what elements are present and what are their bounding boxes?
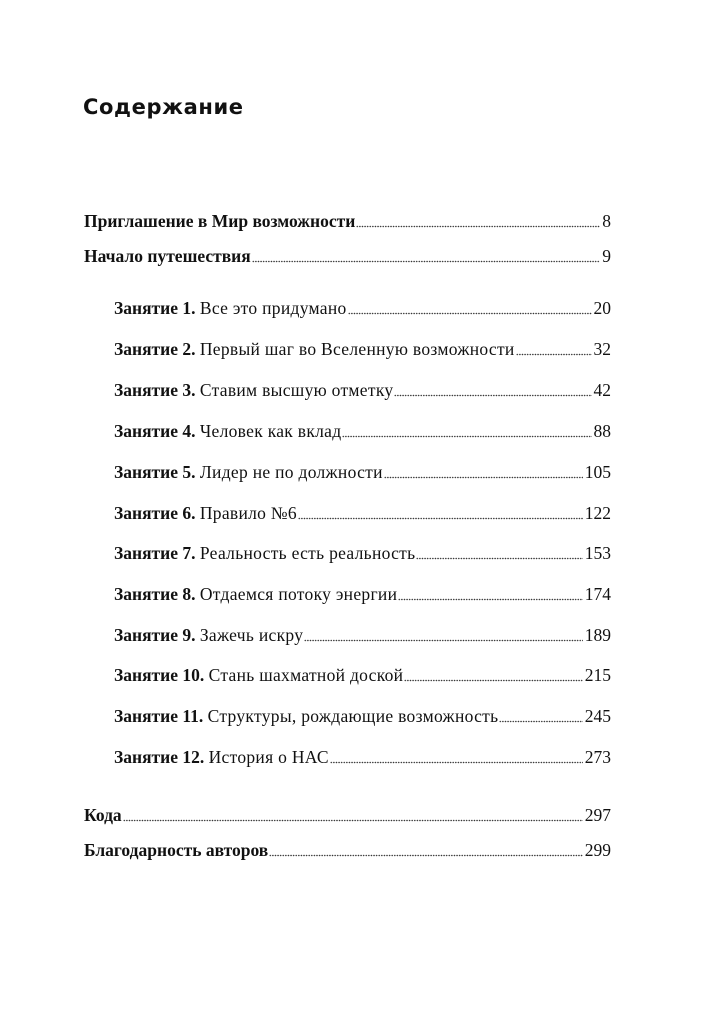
dot-leader xyxy=(252,260,601,263)
toc-entry-lesson-12[interactable] xyxy=(114,749,611,767)
toc-page-number: 297 xyxy=(584,805,611,825)
lesson-number: Занятие 11. xyxy=(114,706,204,726)
dot-leader xyxy=(416,557,582,560)
lesson-number: Занятие 4. xyxy=(114,421,196,441)
toc-entry-coda[interactable] xyxy=(84,807,611,825)
lesson-number: Занятие 12. xyxy=(114,747,205,767)
lesson-number: Занятие 6. xyxy=(114,503,196,523)
toc-page-number: 245 xyxy=(584,706,611,726)
dot-leader xyxy=(123,819,583,822)
lesson-number: Занятие 9. xyxy=(114,625,196,645)
toc-page-number: 8 xyxy=(602,211,611,231)
dot-leader xyxy=(304,639,583,642)
dot-leader xyxy=(356,225,600,228)
lesson-number: Занятие 2. xyxy=(114,339,196,359)
lesson-title: Правило №6 xyxy=(199,503,297,523)
toc-entry-lesson-7[interactable] xyxy=(114,545,611,563)
lesson-title: Человек как вклад xyxy=(199,421,342,441)
dot-leader xyxy=(269,854,583,857)
toc-entry-lesson-11[interactable] xyxy=(114,708,611,726)
lesson-title: Отдаемся потоку энергии xyxy=(199,584,398,604)
toc-entry-lesson-10[interactable] xyxy=(114,667,611,685)
lesson-title: Зажечь искру xyxy=(199,625,304,645)
dot-leader xyxy=(330,761,583,764)
lesson-number: Занятие 8. xyxy=(114,584,196,604)
toc-page-number: 122 xyxy=(584,503,611,523)
toc-page-number: 88 xyxy=(593,421,611,441)
toc-entry-label: Начало путешествия xyxy=(84,246,251,266)
lesson-title: Реальность есть реальность xyxy=(199,543,416,563)
dot-leader xyxy=(348,312,592,315)
lesson-number: Занятие 5. xyxy=(114,462,196,482)
dot-leader xyxy=(516,353,592,356)
toc-page-number: 9 xyxy=(602,246,611,266)
toc-entry-journey-start[interactable] xyxy=(84,248,611,266)
lesson-number: Занятие 7. xyxy=(114,543,196,563)
dot-leader xyxy=(404,679,582,682)
lesson-title: Структуры, рождающие возможность xyxy=(207,706,499,726)
dot-leader xyxy=(394,394,591,397)
toc-entry-lesson-9[interactable] xyxy=(114,627,611,645)
toc-entry-lesson-8[interactable] xyxy=(114,586,611,604)
toc-page-number: 174 xyxy=(584,584,611,604)
lesson-number: Занятие 10. xyxy=(114,665,205,685)
lesson-title: История о НАС xyxy=(208,747,329,767)
toc-page-number: 189 xyxy=(584,625,611,645)
lesson-title: Все это придумано xyxy=(199,298,347,318)
toc-entry-lesson-3[interactable] xyxy=(114,382,611,400)
page-title: Содержание xyxy=(83,95,244,119)
lesson-number: Занятие 1. xyxy=(114,298,196,318)
dot-leader xyxy=(298,517,583,520)
toc-page-number: 105 xyxy=(584,462,611,482)
dot-leader xyxy=(384,476,583,479)
toc-entry-invitation[interactable] xyxy=(84,213,611,231)
toc-page-number: 42 xyxy=(593,380,611,400)
toc-entry-lesson-2[interactable] xyxy=(114,341,611,359)
lesson-title: Стань шахматной доской xyxy=(208,665,404,685)
lesson-title: Лидер не по должности xyxy=(199,462,383,482)
lesson-title: Первый шаг во Вселенную возможности xyxy=(199,339,515,359)
toc-page-number: 20 xyxy=(593,298,611,318)
toc-page-number: 153 xyxy=(584,543,611,563)
toc-page-number: 215 xyxy=(584,665,611,685)
dot-leader xyxy=(499,720,582,723)
lesson-number: Занятие 3. xyxy=(114,380,196,400)
toc-entry-label: Приглашение в Мир возможности xyxy=(84,211,356,231)
lesson-title: Ставим высшую отметку xyxy=(199,380,394,400)
toc-entry-lesson-1[interactable] xyxy=(114,300,611,318)
toc-entry-lesson-4[interactable] xyxy=(114,423,611,441)
toc-page-number: 273 xyxy=(584,747,611,767)
toc-entry-lesson-6[interactable] xyxy=(114,505,611,523)
toc-entry-label: Благодарность авторов xyxy=(84,840,269,860)
toc-entry-label: Кода xyxy=(84,805,122,825)
dot-leader xyxy=(342,435,591,438)
toc-page-number: 299 xyxy=(584,840,611,860)
toc-entry-lesson-5[interactable] xyxy=(114,464,611,482)
toc-entry-acknowledgements[interactable] xyxy=(84,842,611,860)
dot-leader xyxy=(398,598,582,601)
toc-page-number: 32 xyxy=(593,339,611,359)
